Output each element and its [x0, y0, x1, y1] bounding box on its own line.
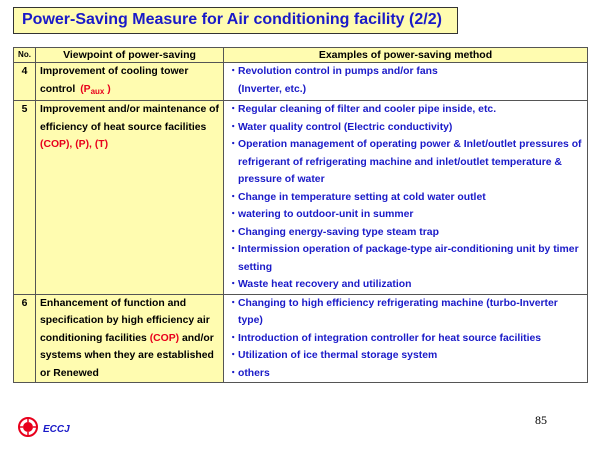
table-row — [14, 294, 588, 383]
example-text: Changing to high efficiency refrigerating machine (turbo-Inverter type) — [238, 297, 558, 326]
bullet: ・ — [228, 139, 239, 150]
eccj-emblem-icon — [19, 418, 37, 436]
example-text: Revolution control in pumps and/or fans — [238, 66, 438, 77]
example-text: watering to outdoor-unit in summer — [238, 209, 414, 220]
viewpoint-text: Improvement and/or maintenance of efficiency of heat source facilities — [40, 104, 219, 133]
power-saving-table — [13, 47, 588, 383]
bullet: ・ — [228, 104, 239, 115]
list-item — [228, 206, 583, 224]
bullet: ・ — [228, 191, 239, 203]
page-title: Power-Saving Measure for Air conditioning facility (2/2) — [22, 11, 442, 28]
bullet: ・ — [228, 279, 239, 290]
viewpoint-text-continued: and/or systems when they are established or Renewed — [40, 332, 214, 379]
bullet: ・ — [228, 226, 239, 238]
header-examples: Examples of power-saving method — [224, 48, 588, 63]
example-continuation: (Inverter, etc.) — [238, 83, 307, 95]
page-number: 85 — [535, 413, 547, 427]
example-text: Operation management of operating power & Inlet/outlet pressures of refrigerant of refrigerating machine and inlet/outlet temperature & pressure of water — [238, 139, 582, 185]
viewpoint-cell — [36, 294, 224, 383]
factor-close: ) — [104, 83, 111, 95]
bullet: ・ — [228, 297, 239, 309]
viewpoint-factor: (COP) — [149, 332, 180, 344]
table-row — [14, 63, 588, 101]
list-item — [228, 347, 583, 365]
list-item — [228, 224, 583, 242]
bullet: ・ — [228, 367, 239, 379]
list-item — [228, 365, 583, 383]
header-no: No. — [14, 48, 36, 63]
row-number: 5 — [14, 101, 36, 295]
list-item — [228, 330, 583, 348]
example-text: Changing energy-saving type steam trap — [238, 226, 439, 238]
list-item — [228, 241, 583, 276]
list-item — [228, 189, 583, 207]
examples-cell — [224, 101, 588, 295]
viewpoint-cell — [36, 63, 224, 101]
example-text: Regular cleaning of filter and cooler pipe inside, etc. — [238, 104, 497, 115]
table-header-row — [14, 48, 588, 63]
factor-p: (P — [80, 83, 91, 95]
viewpoint-text: Enhancement of function and specification by high efficiency air conditioning facilities — [40, 297, 210, 344]
example-text: others — [238, 367, 270, 379]
viewpoint-factor: (COP), (P), (T) — [40, 139, 109, 150]
example-text: Waste heat recovery and utilization — [238, 279, 412, 290]
bullet: ・ — [228, 350, 239, 361]
list-item — [228, 136, 583, 189]
header-viewpoint: Viewpoint of power-saving — [36, 48, 224, 63]
row-number: 4 — [14, 63, 36, 101]
viewpoint-text: Improvement of cooling tower control — [40, 66, 189, 95]
example-text: Change in temperature setting at cold water outlet — [238, 191, 486, 203]
list-item — [228, 119, 583, 137]
bullet: ・ — [228, 332, 239, 344]
factor-subscript: aux — [90, 86, 105, 96]
logo-text: ECCJ — [43, 424, 70, 435]
title-box — [13, 7, 458, 34]
example-text: Introduction of integration controller for heat source facilities — [238, 332, 542, 344]
example-text: Intermission operation of package-type air-conditioning unit by timer setting — [238, 244, 579, 273]
examples-cell — [224, 294, 588, 383]
viewpoint-factor — [78, 84, 111, 95]
viewpoint-cell — [36, 101, 224, 295]
eccj-logo — [17, 416, 97, 438]
bullet: ・ — [228, 121, 239, 133]
example-text: Water quality control (Electric conductivity) — [238, 121, 453, 133]
bullet: ・ — [228, 244, 239, 255]
row-number: 6 — [14, 294, 36, 383]
list-item — [228, 101, 583, 119]
bullet: ・ — [228, 66, 239, 77]
bullet: ・ — [228, 209, 239, 220]
list-item — [228, 63, 583, 81]
list-item — [228, 276, 583, 294]
list-item — [228, 295, 583, 330]
example-text: Utilization of ice thermal storage system — [238, 350, 438, 361]
table-row — [14, 101, 588, 295]
examples-cell — [224, 63, 588, 101]
